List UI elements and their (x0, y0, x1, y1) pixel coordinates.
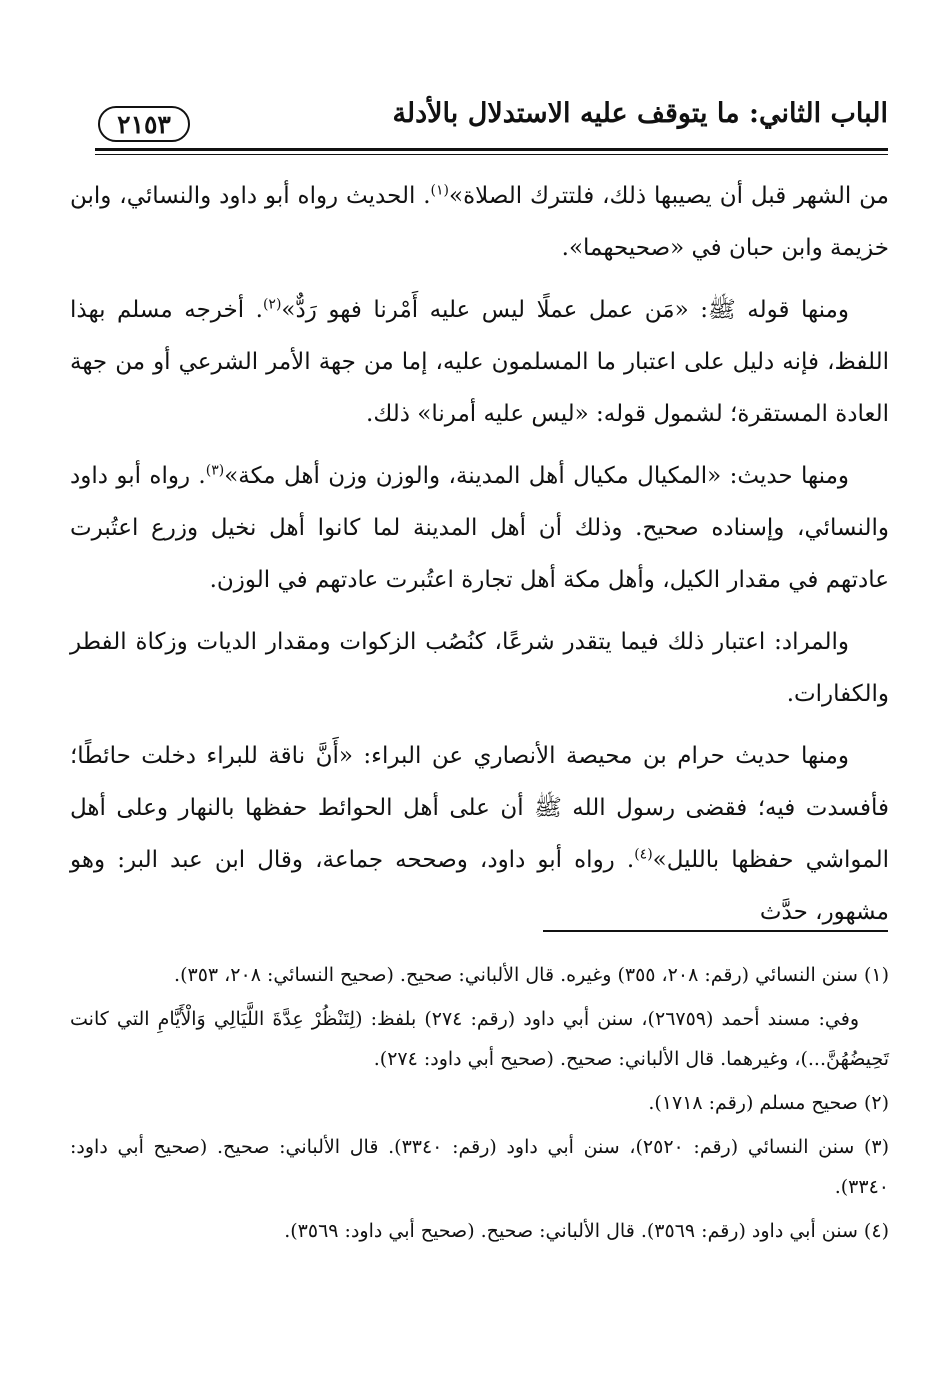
paragraph-3: ومنها حديث: «المكيال مكيال أهل المدينة، والوزن وزن أهل مكة»$^{(٣)}$. رواه أبو داود والنسائي، وإسناده صحيح. وذلك أن أهل المدينة لما كانوا أهل نخيل وزرع اعتُبرت عادتهم في مقدار الكيل، وأهل مكة أهل تجارة اعتُبرت عادتهم في الوزن. (70, 462, 889, 593)
footnote-3: (٣) سنن النسائي (رقم: ٢٥٢٠)، سنن أبي داود (رقم: ٣٣٤٠). قال الألباني: صحيح. (صحيح أبي داود: ٣٣٤٠). (70, 1136, 889, 1198)
header-rule-thin (95, 154, 888, 155)
footnote-1: (١) سنن النسائي (رقم: ٢٠٨، ٣٥٥) وغيره. قال الألباني: صحيح. (صحيح النسائي: ٢٠٨، ٣٥٣). (174, 964, 889, 986)
footnote-ref-2[interactable]: (٢) (262, 296, 282, 313)
paragraph-1: من الشهر قبل أن يصيبها ذلك، فلتترك الصلاة»$^{(١)}$. الحديث رواه أبو داود والنسائي، وابن خزيمة وابن حبان في «صحيحهما». (70, 182, 889, 261)
page-number-badge (98, 106, 190, 142)
footnote-2: (٢) صحيح مسلم (رقم: ١٧١٨). (648, 1092, 889, 1114)
chapter-title: الباب الثاني: ما يتوقف عليه الاستدلال بالأدلة (392, 98, 888, 129)
footnotes (70, 955, 889, 1255)
footnote-ref-4[interactable]: (٤) (634, 846, 653, 863)
paragraph-5: ومنها حديث حرام بن محيصة الأنصاري عن البراء: «أَنَّ ناقة للبراء دخلت حائطًا؛ فأفسدت فيه؛ فقضى رسول الله ﷺ أن على أهل الحوائط حفظها بالنهار وعلى أهل المواشي حفظها بالليل»$^{(٤)}$. رواه أبو داود، وصححه جماعة، وقال ابن عبد البر: وهو مشهور، حدَّث (70, 743, 889, 925)
footnote-ref-1[interactable]: (١) (430, 182, 449, 199)
footnote-separator (543, 930, 888, 932)
footnote-4: (٤) سنن أبي داود (رقم: ٣٥٦٩). قال الألباني: صحيح. (صحيح أبي داود: ٣٥٦٩). (284, 1220, 889, 1242)
paragraph-4: والمراد: اعتبار ذلك فيما يتقدر شرعًا، كنُصُب الزكوات ومقدار الديات وزكاة الفطر والكفارات. (70, 629, 889, 707)
header-rule (95, 148, 888, 151)
paragraph-2: ومنها قوله ﷺ: «مَن عمل عملًا ليس عليه أَمْرنا فهو رَدٌّ»$^{(٢)}$. أخرجه مسلم بهذا اللفظ، فإنه دليل على اعتبار ما المسلمون عليه، إما من جهة الأمر الشرعي أو من جهة العادة المستقرة؛ لشمول قوله: «ليس عليه أمرنا» ذلك. (70, 296, 889, 427)
page-number: ٢١٥٣ (117, 109, 171, 139)
footnote-ref-3[interactable]: (٣) (205, 462, 225, 479)
main-text (70, 170, 889, 948)
footnote-1-continued: وفي: مسند أحمد (٢٦٧٥٩)، سنن أبي داود (رقم: ٢٧٤) بلفظ: (لِتَنْظُرْ عِدَّةَ اللَّيَالِي وَالْأَيَّامِ التي كانت تَحِيضُهُنَّ...)، وغيرهما. قال الألباني: صحيح. (صحيح أبي داود: ٢٧٤). (70, 1008, 889, 1070)
